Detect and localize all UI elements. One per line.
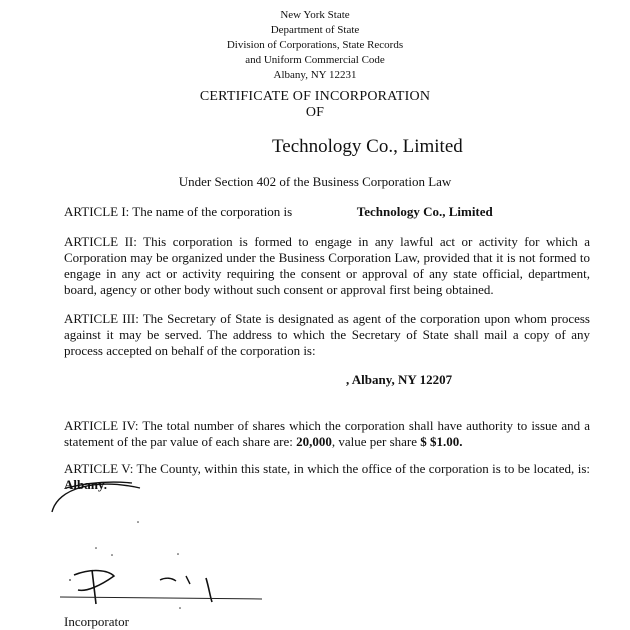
article-2-text: ARTICLE II: This corporation is formed to engage in any lawful act or activity for which a Corporation may be organized under the Business Corporation Law, provided that it is not formed to engage in any act or activity requiring the consent or approval of any state official, department, board, agency or other body without such consent or approval first being obtained. (64, 234, 590, 297)
header-address: Albany, NY 12231 (273, 69, 357, 81)
corporation-name-text: Technology Co., Limited (272, 136, 463, 157)
certificate-title-line2: OF (305, 105, 325, 120)
header-ucc: and Uniform Commercial Code (245, 54, 385, 66)
certificate-title-line1: CERTIFICATE OF INCORPORATION (199, 89, 431, 104)
article-1-text: ARTICLE I: The name of the corporation is (64, 204, 293, 219)
article-3-text: ARTICLE III: The Secretary of State is designated as agent of the corporation upon whom process against it may be served. The address to which the Secretary of State shall mail a copy of any process accepted on behalf of the corporation is: (64, 311, 590, 358)
article-5-text: ARTICLE V: The County, within this state, in which the office of the corporation is to be located, is: (64, 461, 590, 476)
article-5-county: Albany. (64, 477, 107, 492)
header-department: Department of State (270, 24, 360, 36)
header-state: New York State (280, 9, 350, 21)
under-section: Under Section 402 of the Business Corporation Law (178, 174, 452, 189)
article-4-text: ARTICLE IV: The total number of shares which the corporation shall have authority to issue and a statement of the par value of each share are: (64, 418, 590, 449)
article-4-shares: 20,000 (296, 434, 332, 449)
article-4-mid: , value per share (331, 434, 418, 449)
article-1-name: Technology Co., Limited (356, 204, 493, 219)
header-division: Division of Corporations, State Records (226, 39, 404, 51)
article-3-address-text: , Albany, NY 12207 (346, 372, 453, 387)
article-4-par: $ $1.00. (420, 434, 463, 449)
incorporator-label: Incorporator (64, 614, 129, 629)
